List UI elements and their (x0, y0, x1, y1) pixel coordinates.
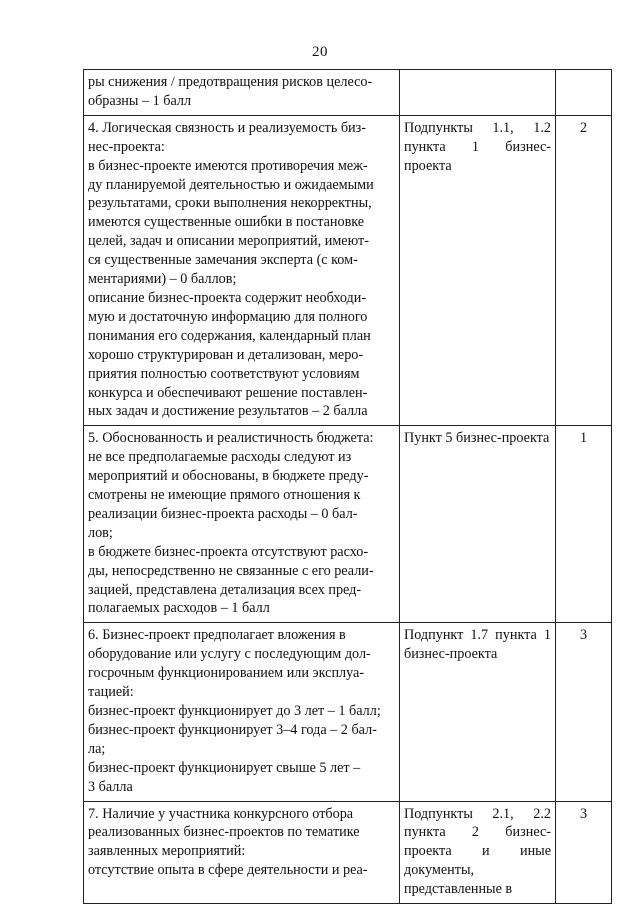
source-cell (400, 70, 556, 116)
criterion-line: реализации бизнес-проекта расходы – 0 бал- (88, 505, 358, 522)
criterion-line: ся существенные замечания эксперта (с ком- (88, 252, 358, 269)
criterion-line: хорошо структурирован и детализован, меро- (88, 346, 364, 363)
criterion-line: ментариями) – 0 баллов; (88, 271, 237, 288)
criterion-line: 5. Обоснованность и реалистичность бюджета: (88, 430, 374, 447)
criterion-line: конкурса и обеспечивают решение поставлен- (88, 384, 368, 401)
criterion-line: полагаемых расходов – 1 балл (88, 600, 270, 617)
criterion-cell (84, 115, 400, 426)
criterion-line: 7. Наличие у участника конкурсного отбора (88, 805, 354, 822)
criterion-line: образны – 1 балл (88, 92, 192, 109)
table-row (84, 426, 612, 623)
criterion-line: бизнес-проект функционирует свыше 5 лет – (88, 759, 361, 776)
criteria-table (83, 69, 612, 904)
criterion-line: госрочным функционированием или эксплуа- (88, 665, 365, 682)
criterion-line: ных задач и достижение результатов – 2 балла (88, 403, 368, 420)
criterion-line: нес-проекта: (88, 138, 165, 155)
criterion-line: лов; (88, 524, 113, 541)
criterion-line: ды, непосредственно не связанные с его реали- (88, 562, 374, 579)
criterion-line: в бизнес-проекте имеются противоречия меж- (88, 157, 368, 174)
criterion-line: бизнес-проект функционирует 3–4 года – 2 бал- (88, 721, 377, 738)
criterion-line: заявленных мероприятий: (88, 843, 246, 860)
criterion-line: мероприятий и обоснованы, в бюджете преду- (88, 468, 369, 485)
criterion-line: в бюджете бизнес-проекта отсутствуют расхо- (88, 543, 369, 560)
score-cell (556, 70, 612, 116)
table-row (84, 70, 612, 116)
table-row (84, 801, 612, 904)
criterion-line: не все предполагаемые расходы следуют из (88, 449, 352, 466)
criterion-line: ры снижения / предотвращения рисков целесо- (88, 74, 373, 90)
table-row (84, 623, 612, 801)
criterion-cell (84, 801, 400, 904)
criterion-line: приятия полностью соответствуют условиям (88, 365, 360, 382)
criterion-line: мую и достаточную информацию для полного (88, 308, 368, 325)
table-row (84, 115, 612, 426)
source-cell: Подпункты 1.1, 1.2 пункта 1 бизнес-проекта (400, 115, 556, 426)
source-cell: Подпункт 1.7 пункта 1 бизнес-проекта (400, 623, 556, 801)
criterion-line: тацией: (88, 684, 134, 701)
score-cell: 1 (556, 426, 612, 623)
criterion-line: 3 балла (88, 778, 133, 795)
source-cell: Пункт 5 бизнес-проекта (400, 426, 556, 623)
criterion-line: смотрены не имеющие прямого отношения к (88, 487, 361, 504)
criterion-line: результатами, сроки выполнения некорректны, (88, 195, 372, 212)
criterion-line: зацией, представлена детализация всех пред- (88, 581, 362, 598)
criterion-line: понимания его содержания, календарный план (88, 327, 371, 344)
criterion-line: отсутствие опыта в сфере деятельности и реа- (88, 862, 368, 879)
criterion-line: 6. Бизнес-проект предполагает вложения в (88, 627, 346, 644)
criterion-line: бизнес-проект функционирует до 3 лет – 1 балл; (88, 703, 381, 719)
criterion-line: 4. Логическая связность и реализуемость биз- (88, 119, 366, 136)
criterion-cell (84, 426, 400, 623)
criterion-line: ду планируемой деятельностью и ожидаемыми (88, 176, 374, 193)
page-number: 20 (312, 44, 328, 60)
source-cell: Подпункты 2.1, 2.2 пункта 2 бизнес-проекта и иные документы, представленные в (400, 801, 556, 904)
score-cell: 3 (556, 801, 612, 904)
criterion-line: описание бизнес-проекта содержит необходи- (88, 289, 367, 306)
score-cell: 2 (556, 115, 612, 426)
criterion-line: оборудование или услугу с последующим дол- (88, 646, 371, 663)
criterion-cell (84, 70, 400, 116)
score-cell: 3 (556, 623, 612, 801)
criterion-line: ла; (88, 740, 106, 757)
criterion-cell (84, 623, 400, 801)
criterion-line: реализованных бизнес-проектов по тематике (88, 824, 360, 841)
criterion-line: имеются существенные ошибки в постановке (88, 214, 365, 231)
criterion-line: целей, задач и описании мероприятий, имеют- (88, 233, 369, 250)
